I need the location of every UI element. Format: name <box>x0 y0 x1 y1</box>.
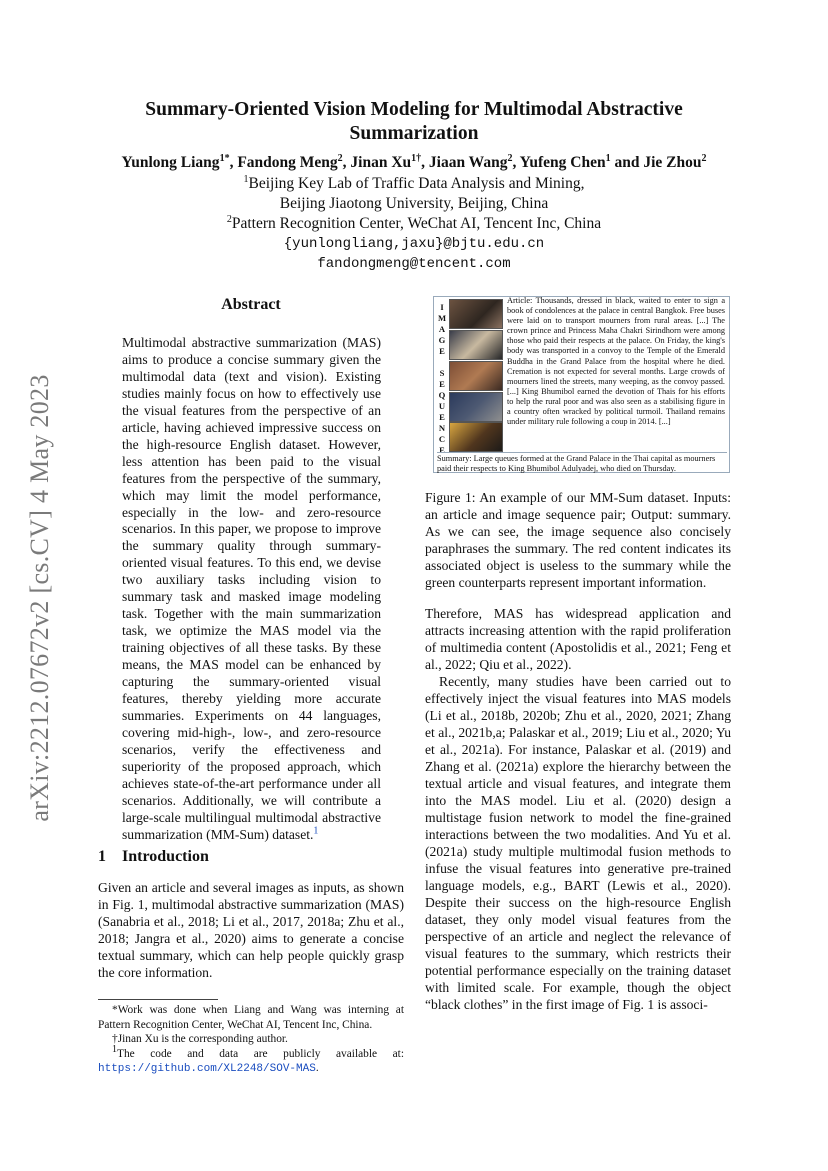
author-list: Yunlong Liang$^{1*}$, Fandong Meng$^2$, Jinan $Xu^{1\dagger}$, Jiaan Wang$^2$, Yufeng Chen$^1$ and Jie Zhou$^2$ <box>121 152 707 171</box>
email-line-1: {yunlongliang,jaxu}@bjtu.edu.cn <box>283 236 545 252</box>
figure-side-letter: E <box>439 445 445 455</box>
image-5 <box>449 422 503 452</box>
figure-1 <box>427 294 733 476</box>
image-3 <box>449 361 503 391</box>
code-link[interactable]: https://github.com/XL2248/SOV-MAS <box>98 1063 316 1076</box>
abstract-heading: Abstract <box>221 296 281 313</box>
figure-side-letter: S <box>439 368 445 378</box>
image-1 <box>449 299 503 329</box>
right-paragraph-2: Recently, many studies have been carried out to effectively inject the visual features into MAS models (Li et al., 2018b, 2020b; Zhu et al., 2020, 2021; Zhang et al., 2021b,a; Palaskar et al., 2019; Liu et al., 2020; Yu et al., 2021a). For instance, Palaskar et al. (2019) and Zhang et al. (2021a) explore the hierarchy between the textual article and visual features, and integrate them into the MAS model. Liu et al. (2020) design a multistage fusion network to model the fine-grained interactions between the two modalities. And Yu et al. (2021a) study multiple multimodal fusion methods to infuse the visual features into generative pre-trained language models, e.g., BART (Lewis et al., 2020). Despite their success on the high-resource English dataset, they only model visual features from the perspective of an article and neglect the relevance of visual features to the summary, which restricts their potential performance especially on the training dataset with limited scale. For example, though the object “black clothes” in the first image of Fig. 1 is associ- <box>425 674 731 1012</box>
image-4 <box>449 392 503 422</box>
figure-side-letter: I <box>440 302 444 312</box>
image-2 <box>449 330 503 360</box>
email-line-2: fandongmeng@tencent.com <box>317 256 511 272</box>
figure-summary-text: Summary: Large queues formed at the Grand Palace in the Thai capital as mourners paid their respects to King Bhumibol Adulyadej, who died on Thursday. <box>437 452 727 474</box>
figure-side-letter: E <box>439 412 445 422</box>
figure-side-letter: E <box>439 346 445 356</box>
figure-article-text: Article: Thousands, dressed in black, waited to enter to sign a book of condolences at the palace in central Bangkok. Free buses were laid on to transport mourners from rural areas. [...] The crown prince and Princess Maha Chakri Sirindhorn were among those who paid their respects at the palace. On Friday, the king's body was transported in a convoy to the Temple of the Emerald Buddha in the Grand Palace from the hospital where he died. Cremation is not expected for several months. Large crowds of mourners lined the streets, many weeping, as the convoy passed. [...] King Bhumibol earned the devotion of Thais for his efforts to help the rural poor and was also seen as a stabilising figure in a country often wracked by political turmoil. Thailand remains under military rule following a coup in 2014. [...] <box>507 296 725 427</box>
figure-side-letter: M <box>437 313 447 323</box>
section-heading-introduction: 1 Introduction <box>98 848 209 865</box>
arxiv-sidebar-identifier: arXiv:2212.07672v2 [cs.CV] 4 May 2023 <box>25 374 54 822</box>
affiliations: $^1$Beijing Key Lab of Traffic Data Analysis and Mining, Beijing Jiaotong University, Beijing, China $^2$Pattern Recognition Center, WeChat AI, Tencent Inc, China {yunlongliang,jaxu}@bjtu.edu.cn fandongmeng@tencent.com <box>140 174 688 274</box>
figure-side-letter: Q <box>438 390 446 400</box>
figure-side-letter: N <box>438 423 446 433</box>
figure-side-letter: G <box>438 335 446 345</box>
figure-side-letter: U <box>438 401 446 411</box>
footnote-rule <box>98 999 218 1000</box>
figure-side-letter: A <box>438 324 446 334</box>
right-paragraph-1: Therefore, MAS has widespread application and attracts increasing attention with the rapid proliferation of multimedia content (Apostolidis et al., 2021; Feng et al., 2022; Qiu et al., 2022). <box>425 606 731 672</box>
figure-side-letter: E <box>439 379 445 389</box>
intro-paragraph: Given an article and several images as inputs, as shown in Fig. 1, multimodal abstractive summarization (MAS) (Sanabria et al., 2018; Li et al., 2017, 2018a; Zhu et al., 2018; Jangra et al., 2020) aims to generate a concise textual summary, which can help people quickly grasp the core information. <box>98 880 404 980</box>
figure-caption: Figure 1: An example of our MM-Sum dataset. Inputs: an article and image sequence pair; Output: summary. As we can see, the image sequence also concisely paraphrases the summary. The red content indicates its associated object is useless to the summary while the green counterparts represent important information. <box>425 490 731 590</box>
figure-side-letter: C <box>438 434 446 444</box>
right-column-body <box>425 605 731 1013</box>
abstract-body: Multimodal abstractive summarization (MAS) aims to produce a concise summary given the multimodal data (text and vision). Existing studies mainly focus on how to effectively use the visual features from the perspective of an article, having achieved impressive success on the high-resource English dataset. However, less attention has been paid to the visual features from the perspective of the summary, which may limit the model performance, especially in the low- and zero-resource scenarios. In this paper, we propose to improve the summary quality through summary-oriented visual features. To this end, we devise two auxiliary tasks including vision to summary task and masked image modeling task. Together with the main summarization task, we optimize the MAS model via the training objectives of all these tasks. By these means, the MAS model can be enhanced by capturing the summary-oriented visual features, thereby yielding more accurate summaries. Experiments on 44 languages, covering mid-high-, low-, and zero-resource scenarios, verify the effectiveness and superiority of the proposed approach, which achieves state-of-the-art performance under all scenarios. Additionally, we will contribute a large-scale multilingual multimodal abstractive summarization (MM-Sum) dataset.$^1$ <box>122 335 381 842</box>
footnotes: *Work was done when Liang and Wang was interning at Pattern Recognition Center, WeChat AI, Tencent Inc, China. †Jinan Xu is the corresponding author. $^1$The code and data are publicly available at: https://github.com/XL2248/SOV-MAS. <box>98 1004 404 1076</box>
paper-title: Summary-Oriented Vision Modeling for Multimodal Abstractive Summarization <box>145 99 683 144</box>
